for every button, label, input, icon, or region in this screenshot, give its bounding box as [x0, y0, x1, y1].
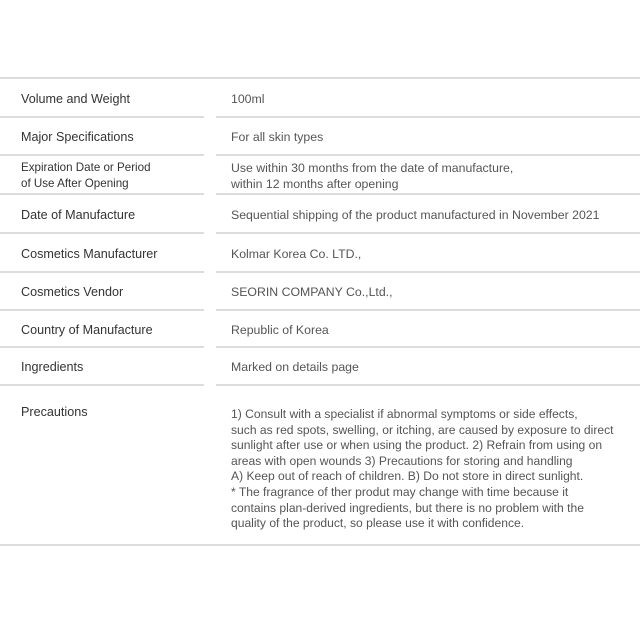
- precaution-line: such as red spots, swelling, or itching, are caused by exposure to direct: [231, 422, 614, 437]
- row-value: Marked on details page: [231, 360, 359, 374]
- table-row-date-of-manufacture: [0, 195, 640, 234]
- row-label: Major Specifications: [21, 130, 134, 144]
- row-label: Volume and Weight: [21, 91, 130, 106]
- row-value: Republic of Korea: [231, 322, 329, 337]
- product-info-table: [0, 77, 640, 546]
- row-label: Ingredients: [21, 360, 84, 374]
- table-row-ingredients: [0, 348, 640, 386]
- table-row-precautions: [0, 386, 640, 546]
- row-label: [0, 156, 231, 195]
- precaution-line: contains plan-derived ingredients, but there is no problem with the: [231, 500, 584, 515]
- row-label: Date of Manufacture: [21, 207, 136, 222]
- precaution-line: A) Keep out of reach of children. B) Do not store in direct sunlight.: [231, 469, 584, 484]
- precaution-line: areas with open wounds 3) Precautions for storing and handling: [231, 453, 573, 468]
- row-value: Sequential shipping of the product manufactured in November 2021: [231, 207, 600, 222]
- precaution-line: sunlight after use or when using the product. 2) Refrain from using on: [231, 438, 603, 453]
- row-value: 100ml: [231, 91, 265, 106]
- table-row-major-specifications: [0, 118, 640, 156]
- row-value: Kolmar Korea Co. LTD.,: [231, 246, 362, 261]
- table-row-vendor: [0, 273, 640, 311]
- table-row-manufacturer: [0, 234, 640, 273]
- table-row-country: [0, 311, 640, 348]
- row-value: SEORIN COMPANY Co.,Ltd.,: [231, 285, 393, 299]
- row-label: Precautions: [21, 405, 88, 419]
- precaution-line: quality of the product, so please use it with confidence.: [231, 516, 525, 531]
- row-label-line: of Use After Opening: [21, 176, 129, 190]
- row-label: Cosmetics Manufacturer: [21, 246, 158, 261]
- row-value: [231, 386, 640, 532]
- table-row-volume-weight: [0, 79, 640, 118]
- precaution-line: * The fragrance of ther produt may change with time because it: [231, 484, 569, 499]
- row-value: [231, 156, 640, 195]
- row-label-line: Expiration Date or Period: [21, 160, 151, 174]
- table-row-expiration: [0, 156, 640, 195]
- row-value-line: Use within 30 months from the date of manufacture,: [231, 160, 514, 175]
- precaution-line: 1) Consult with a specialist if abnormal symptoms or side effects,: [231, 407, 578, 421]
- row-label: Cosmetics Vendor: [21, 285, 124, 299]
- row-value: For all skin types: [231, 130, 324, 144]
- row-value-line: within 12 months after opening: [231, 176, 399, 191]
- row-label: Country of Manufacture: [21, 322, 153, 337]
